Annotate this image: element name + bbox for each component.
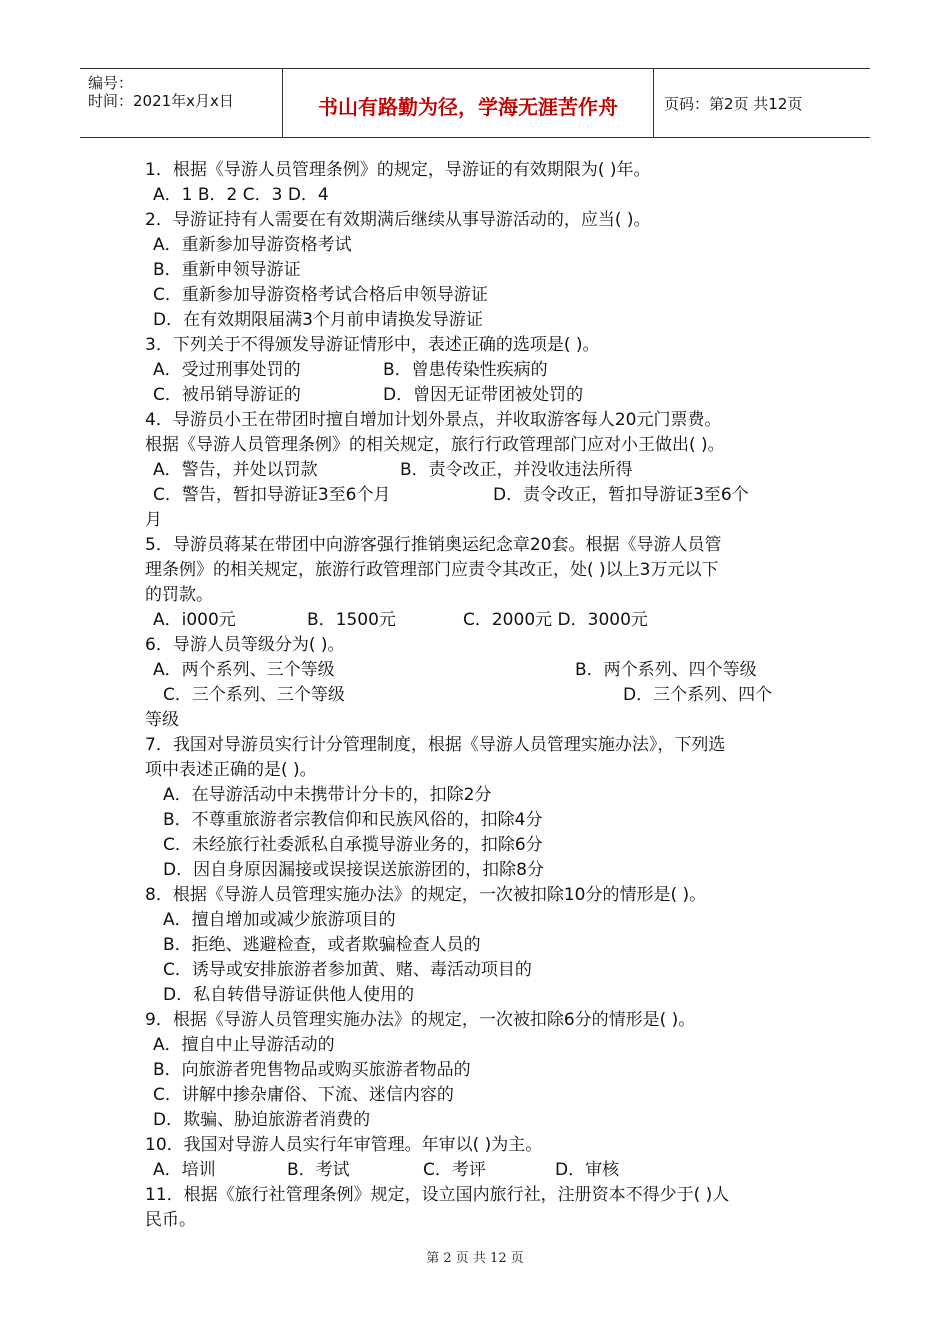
option-9d: D．欺骗、胁迫旅游者消费的	[153, 1110, 371, 1130]
option-4d: D．责令改正，暂扣导游证3至6个	[493, 485, 749, 505]
option-3c: C．被吊销导游证的	[153, 385, 301, 405]
header-center-cell	[283, 69, 654, 137]
question-5-line-2: 理条例》的相关规定，旅游行政管理部门应责令其改正，处( )以上3万元以下	[145, 560, 719, 580]
option-4a: A．警告，并处以罚款	[153, 460, 318, 480]
question-11-line-1: 11．根据《旅行社管理条例》规定，设立国内旅行社，注册资本不得少于( )人	[145, 1185, 730, 1205]
option-2a: A．重新参加导游资格考试	[153, 235, 352, 255]
option-6d-continued: 等级	[145, 710, 179, 730]
option-9c: C．讲解中掺杂庸俗、下流、迷信内容的	[153, 1085, 454, 1105]
header-left-cell	[80, 69, 283, 137]
option-10a: A．培训	[153, 1160, 216, 1180]
question-1-options: A．1 B．2 C．3 D．4	[153, 185, 329, 205]
option-9b: B．向旅游者兜售物品或购买旅游者物品的	[153, 1060, 471, 1080]
option-8c: C．诱导或安排旅游者参加黄、赌、毒活动项目的	[163, 960, 532, 980]
option-3d: D．曾因无证带团被处罚的	[383, 385, 584, 405]
option-7a: A．在导游活动中未携带计分卡的，扣除2分	[163, 785, 492, 805]
question-5-line-3: 的罚款。	[145, 585, 213, 605]
option-6d: D．三个系列、四个	[623, 685, 773, 705]
option-5b: B．1500元	[307, 610, 396, 630]
question-4-line-1: 4．导游员小王在带团时擅自增加计划外景点，并收取游客每人20元门票费。	[145, 410, 722, 430]
option-3a: A．受过刑事处罚的	[153, 360, 301, 380]
question-4-line-2: 根据《导游人员管理条例》的相关规定，旅行行政管理部门应对小王做出( )。	[145, 435, 725, 455]
question-3: 3．下列关于不得颁发导游证情形中，表述正确的选项是( )。	[145, 335, 600, 355]
option-4d-continued: 月	[145, 510, 162, 530]
option-6a: A．两个系列、三个等级	[153, 660, 335, 680]
page-header	[80, 68, 870, 138]
question-10: 10．我国对导游人员实行年审管理。年审以( )为主。	[145, 1135, 543, 1155]
option-10b: B．考试	[287, 1160, 350, 1180]
option-4c: C．警告，暂扣导游证3至6个月	[153, 485, 391, 505]
option-5a: A．i000元	[153, 610, 236, 630]
option-4b: B．责令改正，并没收违法所得	[400, 460, 633, 480]
document-date: 时间：2021年x月x日	[88, 92, 234, 110]
question-11-line-2: 民币。	[145, 1210, 196, 1230]
option-6c: C．三个系列、三个等级	[163, 685, 345, 705]
header-motto: 书山有路勤为径，学海无涯苦作舟	[318, 95, 618, 119]
option-9a: A．擅自中止导游活动的	[153, 1035, 335, 1055]
question-9: 9．根据《导游人员管理实施办法》的规定，一次被扣除6分的情形是( )。	[145, 1010, 696, 1030]
question-2: 2．导游证持有人需要在有效期满后继续从事导游活动的，应当( )。	[145, 210, 651, 230]
header-right-cell	[654, 69, 870, 137]
document-number-label: 编号：	[88, 74, 134, 92]
option-6b: B．两个系列、四个等级	[575, 660, 757, 680]
question-7-line-1: 7．我国对导游员实行计分管理制度，根据《导游人员管理实施办法》，下列选	[145, 735, 726, 755]
question-7-line-2: 项中表述正确的是( )。	[145, 760, 317, 780]
page-footer: 第 2 页 共 12 页	[426, 1251, 524, 1266]
option-2d: D．在有效期限届满3个月前申请换发导游证	[153, 310, 483, 330]
option-3b: B．曾患传染性疾病的	[383, 360, 548, 380]
option-2b: B．重新申领导游证	[153, 260, 301, 280]
option-10d: D．审核	[555, 1160, 620, 1180]
option-8a: A．擅自增加或减少旅游项目的	[163, 910, 396, 930]
option-10c: C．考评	[423, 1160, 486, 1180]
question-8: 8．根据《导游人员管理实施办法》的规定，一次被扣除10分的情形是( )。	[145, 885, 707, 905]
option-2c: C．重新参加导游资格考试合格后申领导游证	[153, 285, 488, 305]
option-7d: D．因自身原因漏接或误接误送旅游团的，扣除8分	[163, 860, 544, 880]
question-5-line-1: 5．导游员蒋某在带团中向游客强行推销奥运纪念章20套。根据《导游人员管	[145, 535, 722, 555]
option-8d: D．私自转借导游证供他人使用的	[163, 985, 415, 1005]
header-page-info: 页码：第2页 共12页	[664, 95, 803, 113]
question-6: 6．导游人员等级分为( )。	[145, 635, 345, 655]
option-7c: C．未经旅行社委派私自承揽导游业务的，扣除6分	[163, 835, 543, 855]
question-1: 1．根据《导游人员管理条例》的规定，导游证的有效期限为( )年。	[145, 160, 651, 180]
option-5c-5d: C．2000元 D．3000元	[463, 610, 648, 630]
option-8b: B．拒绝、逃避检查，或者欺骗检查人员的	[163, 935, 481, 955]
option-7b: B．不尊重旅游者宗教信仰和民族风俗的，扣除4分	[163, 810, 543, 830]
